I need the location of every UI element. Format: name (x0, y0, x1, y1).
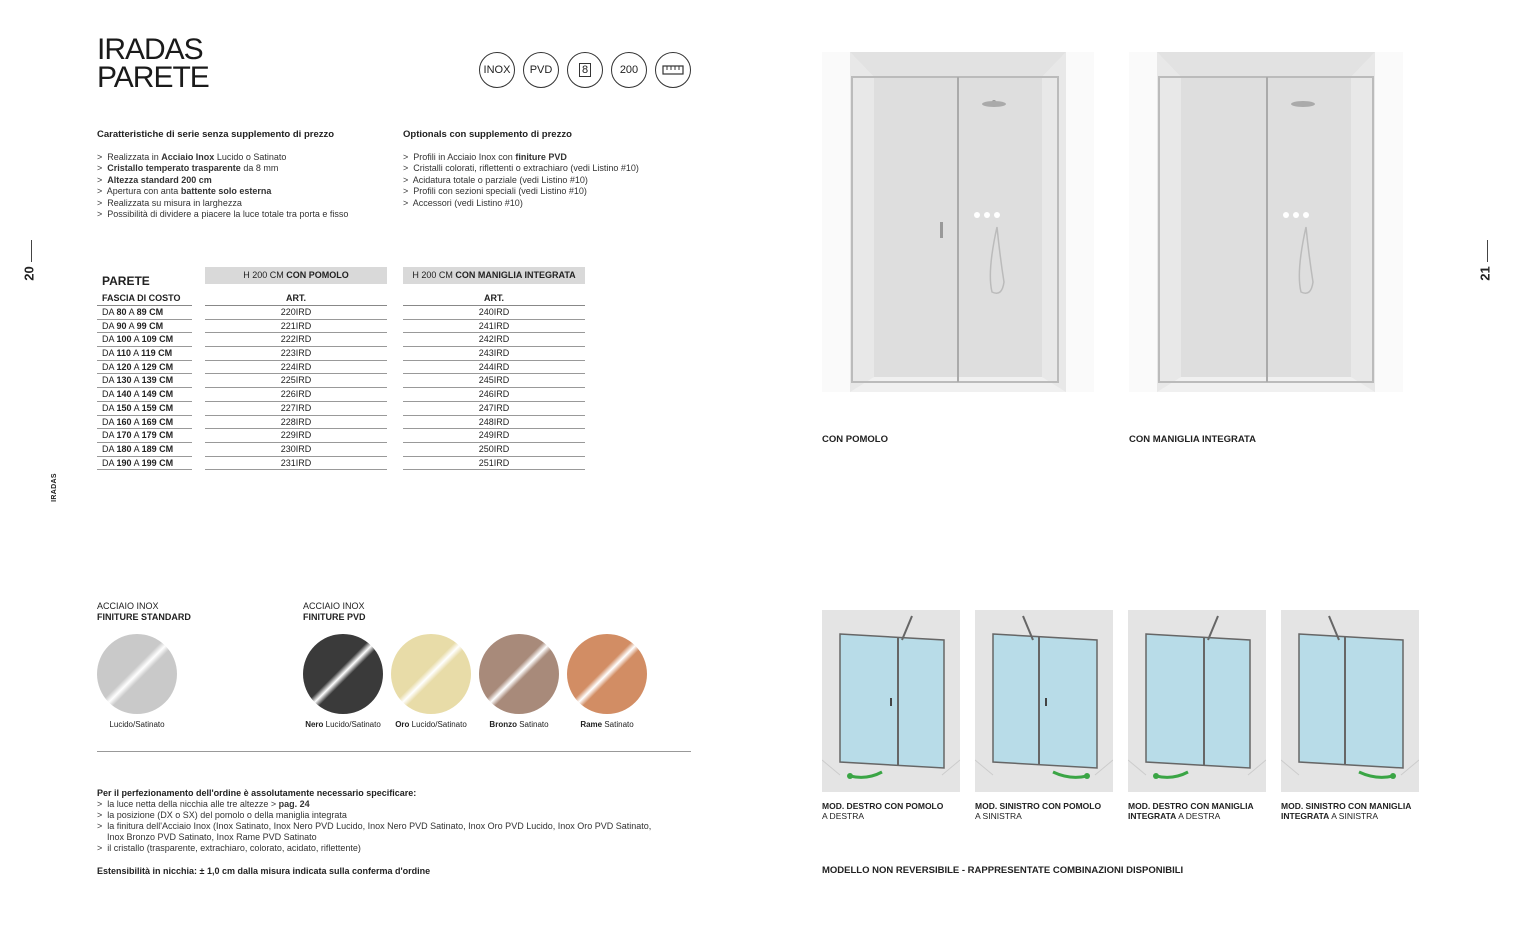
table-col1-head (205, 267, 387, 284)
table-row-range: DA 120 A 129 CM (97, 361, 192, 375)
height-icon (611, 52, 647, 88)
table-cell-art-maniglia: 246IRD (403, 388, 585, 402)
table-row-range: DA 110 A 119 CM (97, 347, 192, 361)
table-subtitle: FASCIA DI COSTO (97, 292, 192, 306)
finish-pvd-line1: ACCIAIO INOX (303, 601, 365, 611)
inox-icon (479, 52, 515, 88)
table-cell-art-maniglia: 244IRD (403, 361, 585, 375)
opening-diagram (1281, 610, 1419, 792)
section-divider (97, 751, 691, 752)
table-cell-art-pomolo: 220IRD (205, 306, 387, 320)
table-col2-head (403, 267, 585, 284)
col1-head-prefix: H 200 CM (243, 270, 287, 280)
table-cell-art-pomolo: 231IRD (205, 457, 387, 471)
table-col2 (403, 292, 585, 470)
table-row-range: DA 130 A 139 CM (97, 374, 192, 388)
table-row-range: DA 140 A 149 CM (97, 388, 192, 402)
optional-item: > Acidatura totale o parziale (vedi Listino #10) (403, 175, 639, 186)
col2-head-prefix: H 200 CM (412, 270, 456, 280)
feature-icons (479, 52, 691, 88)
table-cell-art-pomolo: 223IRD (205, 347, 387, 361)
caption-con-maniglia: CON MANIGLIA INTEGRATA (1129, 434, 1257, 445)
finish-standard-line1: ACCIAIO INOX (97, 601, 159, 611)
extensibility-note: Estensibilità in nicchia: ± 1,0 cm dalla misura indicata sulla conferma d'ordine (97, 866, 431, 876)
caption-con-pomolo: CON POMOLO (822, 434, 888, 445)
table-cell-art-maniglia: 240IRD (403, 306, 585, 320)
opening-diagram-caption: MOD. SINISTRO CON MANIGLIA INTEGRATA A SINISTRA (1281, 801, 1412, 821)
table-cell-art-pomolo: 222IRD (205, 333, 387, 347)
page-title (97, 33, 209, 94)
optionals-heading: Optionals con supplemento di prezzo (403, 129, 572, 140)
finish-swatch-caption: Lucido/Satinato (109, 720, 165, 729)
order-item: > la posizione (DX o SX) del pomolo o della maniglia integrata (97, 810, 697, 821)
table-col-range (97, 292, 192, 470)
table-cell-art-pomolo: 229IRD (205, 429, 387, 443)
table-cell-art-maniglia: 248IRD (403, 416, 585, 430)
table-row-range: DA 80 A 89 CM (97, 306, 192, 320)
col2-art-label: ART. (403, 292, 585, 306)
table-row-range: DA 90 A 99 CM (97, 320, 192, 334)
order-item: > il cristallo (trasparente, extrachiaro, colorato, acidato, riflettente) (97, 843, 697, 854)
finish-standard-line2: FINITURE STANDARD (97, 612, 191, 622)
order-item: > la finitura dell'Acciaio Inox (Inox Satinato, Inox Nero PVD Lucido, Inox Nero PVD Satinato, Inox Oro PVD Lucido, Inox Oro PVD Satinato, (97, 821, 697, 832)
order-item1-prefix: la luce netta della nicchia alle tre altezze > (107, 799, 279, 809)
table-row-range: DA 160 A 169 CM (97, 416, 192, 430)
bottom-note: MODELLO NON REVERSIBILE - RAPPRESENTATE COMBINAZIONI DISPONIBILI (822, 865, 1184, 876)
standard-feature-item: > Apertura con anta battente solo esterna (97, 186, 348, 197)
col1-head-bold: CON POMOLO (286, 270, 349, 280)
optional-item: > Accessori (vedi Listino #10) (403, 198, 639, 209)
standard-feature-item: > Cristallo temperato trasparente da 8 mm (97, 163, 348, 174)
finish-pvd-line2: FINITURE PVD (303, 612, 366, 622)
optional-item: > Profili in Acciaio Inox con finiture PVD (403, 152, 639, 163)
page-number-right: 21 (1477, 266, 1493, 281)
order-item (97, 799, 697, 810)
table-cell-art-maniglia: 243IRD (403, 347, 585, 361)
order-notes (97, 788, 697, 877)
standard-feature-item: > Altezza standard 200 cm (97, 175, 348, 186)
shower-photo-right-icon (1129, 52, 1403, 392)
optionals-list (403, 152, 639, 209)
photo-con-maniglia (1129, 52, 1403, 392)
glass-thickness-icon (567, 52, 603, 88)
title-line-1: IRADAS (97, 33, 203, 66)
finish-swatch (479, 634, 559, 714)
page-number-rule-left (31, 240, 32, 262)
page-number-rule-right (1487, 240, 1488, 262)
title-line-2: PARETE (97, 61, 209, 94)
table-row-range: DA 190 A 199 CM (97, 457, 192, 471)
table-cell-art-pomolo: 228IRD (205, 416, 387, 430)
table-cell-art-maniglia: 247IRD (403, 402, 585, 416)
finish-pvd-label (303, 601, 366, 623)
table-cell-art-pomolo: 224IRD (205, 361, 387, 375)
inox-icon-label: INOX (483, 64, 511, 76)
finish-swatch (303, 634, 383, 714)
table-row-range: DA 150 A 159 CM (97, 402, 192, 416)
standard-feature-item: > Possibilità di dividere a piacere la luce totale tra porta e fisso (97, 209, 348, 220)
finish-swatch (97, 634, 177, 714)
finish-swatch (567, 634, 647, 714)
table-cell-art-pomolo: 227IRD (205, 402, 387, 416)
table-cell-art-maniglia: 249IRD (403, 429, 585, 443)
order-item-continuation: Inox Bronzo PVD Satinato, Inox Rame PVD Satinato (107, 832, 317, 842)
pvd-icon (523, 52, 559, 88)
standard-features-list (97, 152, 348, 220)
col1-art-label: ART. (205, 292, 387, 306)
finish-swatch-caption: Nero Lucido/Satinato (305, 720, 381, 729)
optional-item: > Profili con sezioni speciali (vedi Listino #10) (403, 186, 639, 197)
table-cell-art-pomolo: 221IRD (205, 320, 387, 334)
photo-con-pomolo (822, 52, 1094, 392)
table-cell-art-pomolo: 226IRD (205, 388, 387, 402)
table-cell-art-pomolo: 230IRD (205, 443, 387, 457)
table-row-range: DA 170 A 179 CM (97, 429, 192, 443)
finish-swatch (391, 634, 471, 714)
opening-diagram-caption: MOD. SINISTRO CON POMOLO A SINISTRA (975, 801, 1102, 821)
glass-thickness-label: 8 (579, 63, 591, 77)
order-heading: Per il perfezionamento dell'ordine è assolutamente necessario specificare: (97, 788, 417, 798)
opening-diagram (975, 610, 1113, 792)
table-title: PARETE (102, 274, 150, 288)
col2-head-bold: CON MANIGLIA INTEGRATA (455, 270, 576, 280)
table-cell-art-maniglia: 251IRD (403, 457, 585, 471)
standard-feature-item: > Realizzata in Acciaio Inox Lucido o Satinato (97, 152, 348, 163)
table-col1 (205, 292, 387, 470)
optional-item: > Cristalli colorati, riflettenti o extrachiaro (vedi Listino #10) (403, 163, 639, 174)
table-cell-art-maniglia: 250IRD (403, 443, 585, 457)
page-number-left: 20 (21, 266, 37, 281)
measure-icon (655, 52, 691, 88)
opening-diagram (822, 610, 960, 792)
table-row-range: DA 180 A 189 CM (97, 443, 192, 457)
shower-photo-left-icon (822, 52, 1094, 392)
table-cell-art-maniglia: 241IRD (403, 320, 585, 334)
opening-diagram-caption: MOD. DESTRO CON POMOLO A DESTRA (822, 801, 944, 821)
table-cell-art-maniglia: 242IRD (403, 333, 585, 347)
opening-diagram-caption: MOD. DESTRO CON MANIGLIA INTEGRATA A DESTRA (1128, 801, 1254, 821)
height-icon-label: 200 (619, 64, 639, 76)
standard-feature-item: > Realizzata su misura in larghezza (97, 198, 348, 209)
standard-features-heading: Caratteristiche di serie senza supplemento di prezzo (97, 129, 335, 140)
finish-swatch-caption: Bronzo Satinato (489, 720, 549, 729)
side-section-label: IRADAS (50, 473, 58, 502)
finish-standard-label (97, 601, 191, 623)
pvd-icon-label: PVD (529, 64, 553, 76)
finish-swatch-caption: Rame Satinato (580, 720, 634, 729)
table-cell-art-maniglia: 245IRD (403, 374, 585, 388)
table-row-range: DA 100 A 109 CM (97, 333, 192, 347)
opening-diagram (1128, 610, 1266, 792)
table-cell-art-pomolo: 225IRD (205, 374, 387, 388)
finish-swatch-caption: Oro Lucido/Satinato (395, 720, 467, 729)
order-item1-bold: pag. 24 (278, 799, 310, 809)
